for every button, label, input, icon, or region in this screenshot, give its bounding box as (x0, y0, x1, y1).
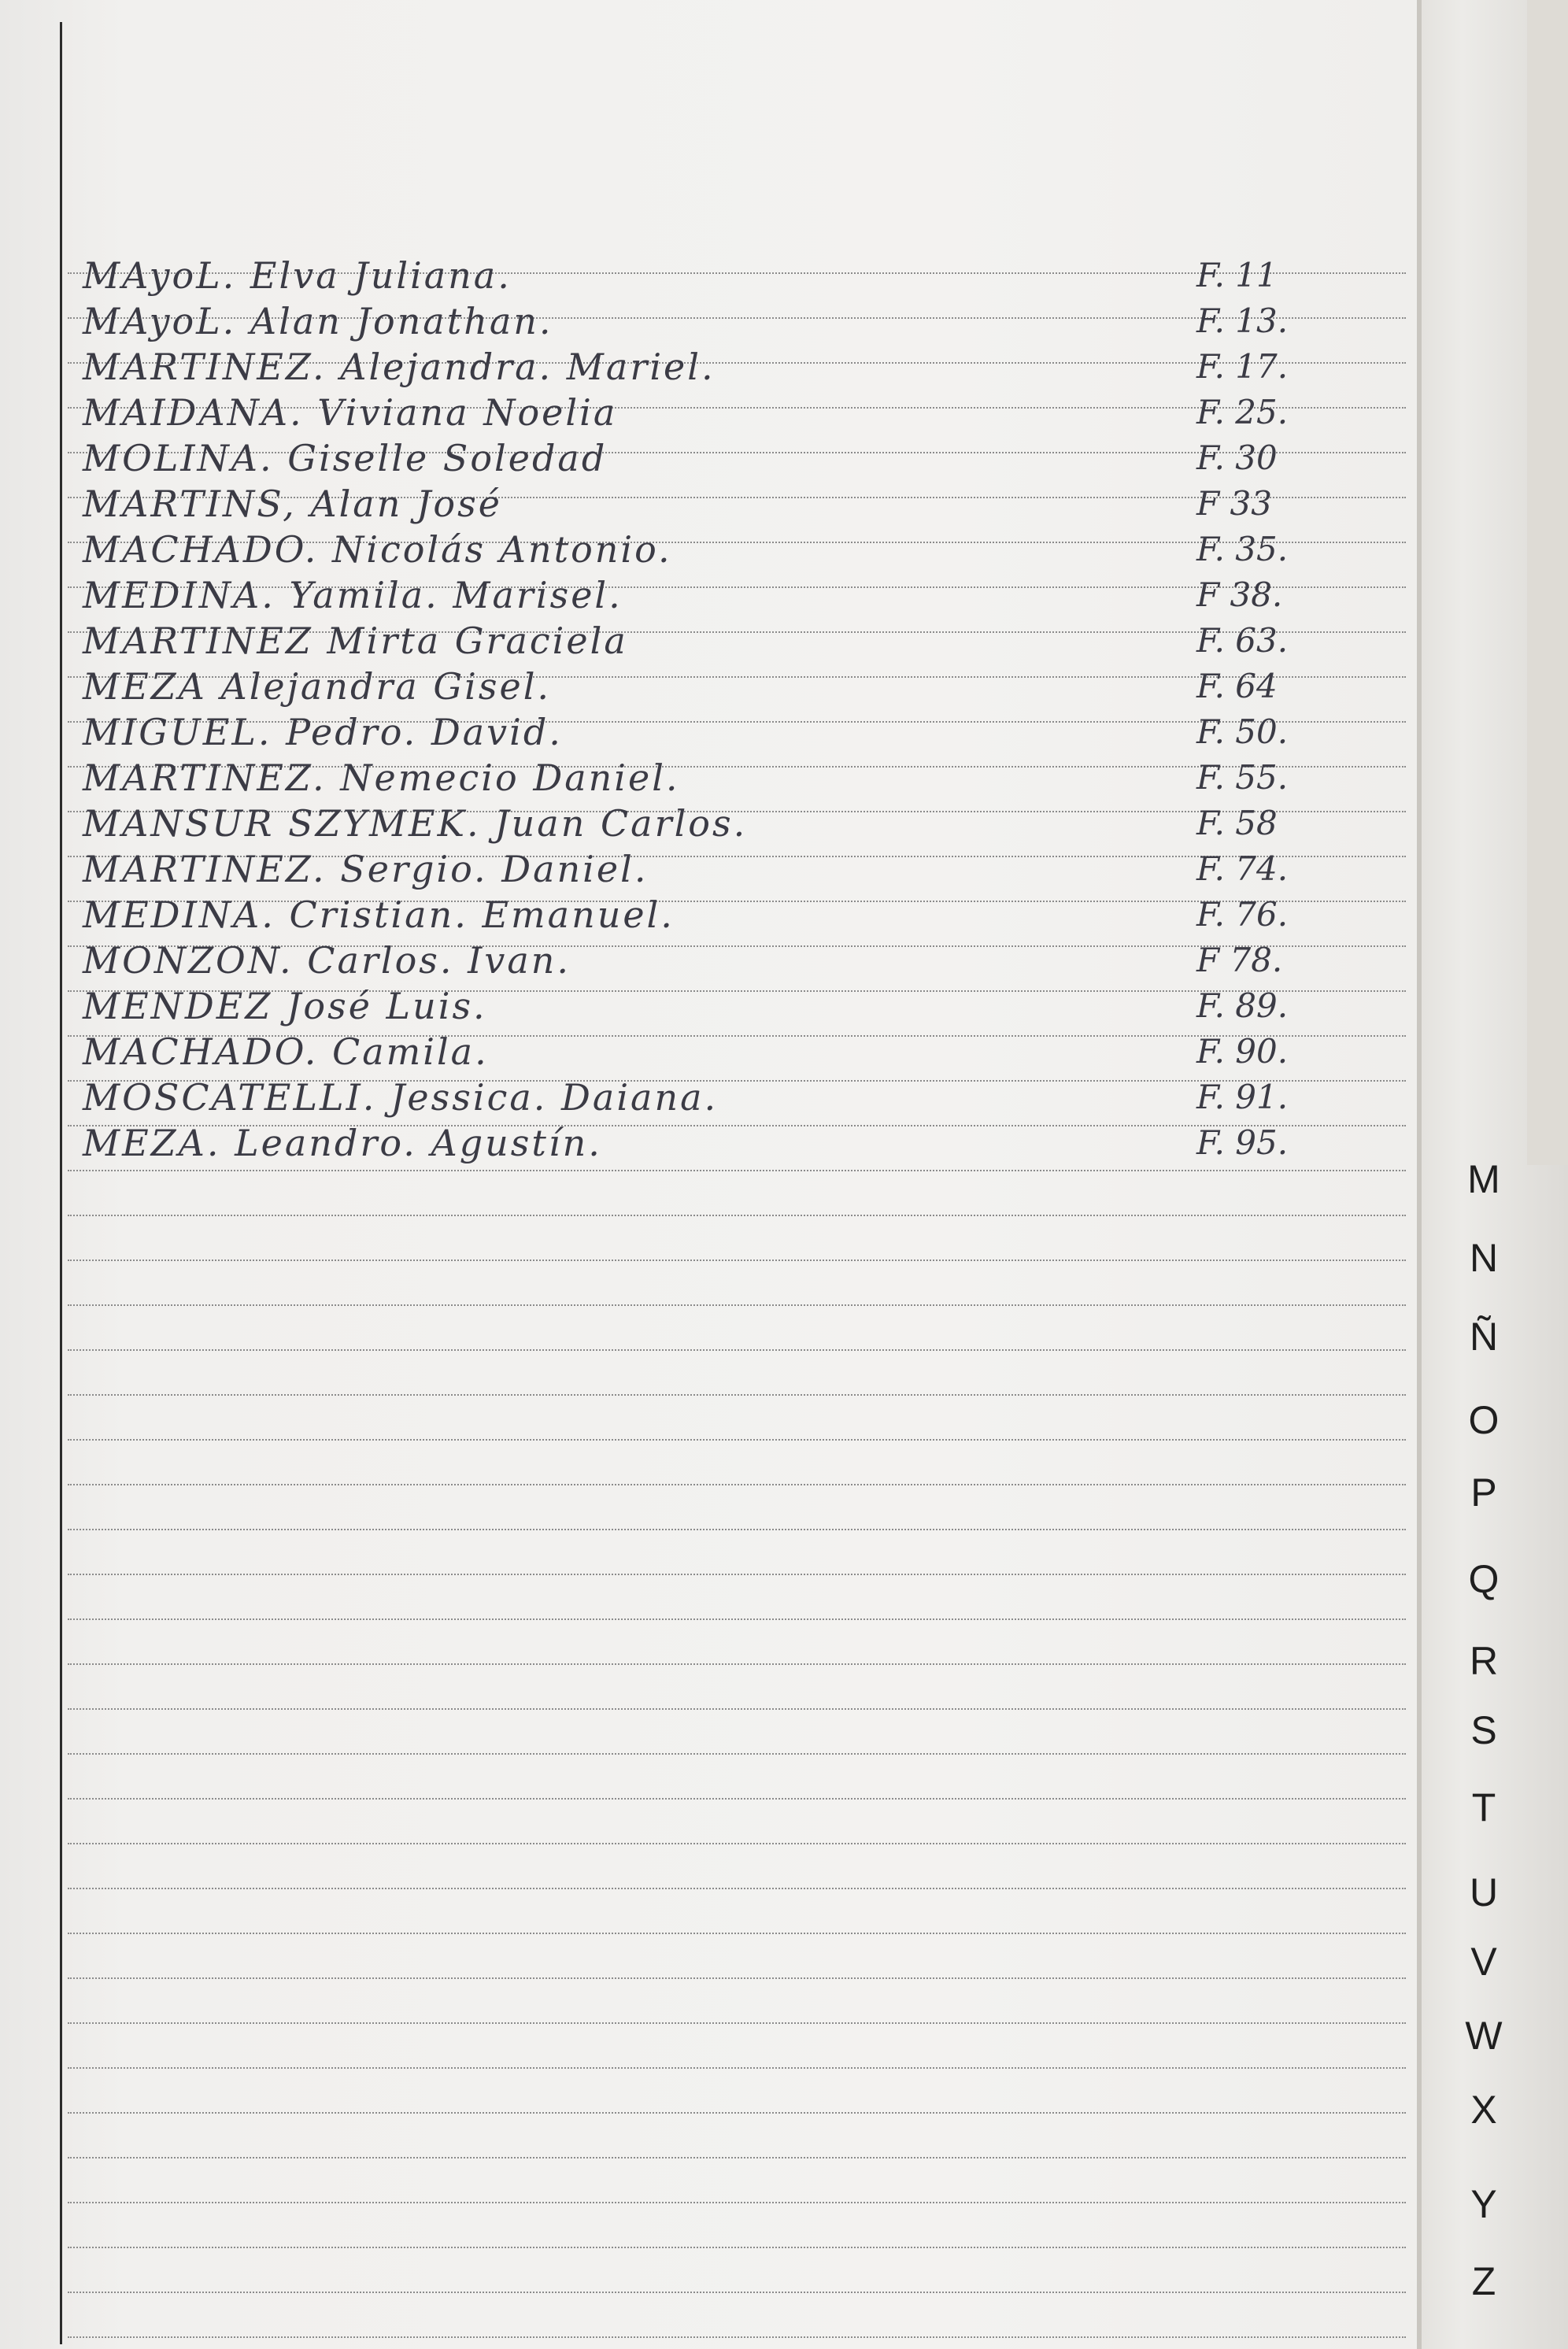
index-tab-upper-edge (1527, 0, 1568, 1165)
ruled-line (68, 2247, 1406, 2248)
entry-folio: F. 90. (1196, 1032, 1289, 1071)
index-tab-n[interactable]: N (1469, 1236, 1499, 1280)
ruled-line (68, 2157, 1406, 2158)
entry-folio: F. 50. (1196, 712, 1289, 751)
entry-name: MACHADO. Camila. (83, 1030, 489, 1073)
index-tab-q[interactable]: Q (1468, 1557, 1500, 1601)
ruled-line (68, 1529, 1406, 1530)
entry-name: MIGUEL. Pedro. David. (83, 711, 563, 753)
entry-folio: F. 55. (1196, 758, 1289, 797)
entry-folio: F 38. (1196, 575, 1283, 614)
entry-name: MEDINA. Yamila. Marisel. (83, 574, 623, 616)
entry-name: MEZA. Leandro. Agustín. (83, 1122, 602, 1164)
entry-folio: F. 76. (1196, 895, 1289, 934)
entry-name: MENDEZ José Luis. (83, 985, 487, 1027)
ruled-line (68, 1753, 1406, 1755)
entry-folio: F. 35. (1196, 530, 1289, 568)
ruled-line (68, 1439, 1406, 1441)
entry-name: MACHADO. Nicolás Antonio. (83, 528, 672, 571)
margin-line (60, 22, 62, 2344)
entry-name: MARTINEZ. Nemecio Daniel. (83, 756, 680, 799)
entry-folio: F. 74. (1196, 849, 1289, 888)
entry-folio: F. 58 (1196, 804, 1278, 842)
entry-name: MARTINEZ. Sergio. Daniel. (83, 848, 649, 890)
ruled-line (68, 1843, 1406, 1844)
index-tab-u[interactable]: U (1469, 1870, 1499, 1914)
entry-name: MONZON. Carlos. Ivan. (83, 939, 571, 982)
ruled-line (68, 1349, 1406, 1351)
ruled-line (68, 1574, 1406, 1575)
index-tab-x[interactable]: X (1470, 2088, 1497, 2132)
index-tab-w[interactable]: W (1465, 2014, 1503, 2058)
entry-name: MOLINA. Giselle Soledad (83, 437, 608, 479)
entry-folio: F. 89. (1196, 986, 1289, 1025)
ruled-line (68, 1933, 1406, 1934)
ruled-line (68, 1215, 1406, 1216)
index-tab-r[interactable]: R (1469, 1639, 1499, 1683)
entry-folio: F. 63. (1196, 621, 1289, 660)
ruled-line (68, 2067, 1406, 2069)
index-tab-edge (1417, 0, 1422, 2349)
entry-name: MAyoL. Elva Juliana. (83, 254, 512, 297)
index-tab-t[interactable]: T (1471, 1785, 1496, 1829)
ruled-line (68, 1618, 1406, 1620)
ruled-line (68, 2112, 1406, 2114)
ruled-line (68, 1260, 1406, 1261)
ruled-line (68, 1170, 1406, 1171)
ruled-line (68, 1888, 1406, 1889)
entry-name: MOSCATELLI. Jessica. Daiana. (83, 1076, 719, 1119)
index-tab-m[interactable]: M (1467, 1157, 1500, 1201)
ruled-line (68, 1798, 1406, 1800)
entry-folio: F. 13. (1196, 301, 1289, 340)
entry-name: MARTINEZ Mirta Graciela (83, 620, 628, 662)
entry-folio: F. 95. (1196, 1123, 1289, 1162)
entry-folio: F. 91. (1196, 1078, 1289, 1116)
index-tab-s[interactable]: S (1470, 1708, 1497, 1752)
entry-name: MEZA Alejandra Gisel. (83, 665, 552, 708)
entry-name: MEDINA. Cristian. Emanuel. (83, 893, 675, 936)
ruled-line (68, 1394, 1406, 1396)
index-tab-y[interactable]: Y (1470, 2182, 1497, 2226)
entry-name: MANSUR SZYMEK. Juan Carlos. (83, 802, 748, 845)
ruled-line (68, 2292, 1406, 2293)
ruled-line (68, 1304, 1406, 1306)
index-tab-p[interactable]: P (1470, 1470, 1497, 1515)
ruled-line (68, 2202, 1406, 2203)
entry-folio: F 33 (1196, 484, 1272, 523)
ruled-line (68, 2336, 1406, 2338)
entry-folio: F. 11 (1196, 256, 1278, 294)
entry-name: MARTINS, Alan José (83, 483, 502, 525)
ruled-line (68, 2022, 1406, 2024)
entry-folio: F. 25. (1196, 393, 1289, 431)
ruled-line (68, 1708, 1406, 1710)
ruled-line (68, 1484, 1406, 1485)
ruled-line (68, 1977, 1406, 1979)
entry-name: MARTINEZ. Alejandra. Mariel. (83, 346, 716, 388)
entry-name: MAIDANA. Viviana Noelia (83, 391, 618, 434)
entry-name: MAyoL. Alan Jonathan. (83, 300, 553, 342)
entry-folio: F. 64 (1196, 667, 1278, 705)
index-tab-z[interactable]: Z (1471, 2259, 1496, 2303)
index-tab-o[interactable]: O (1468, 1398, 1500, 1442)
entry-folio: F 78. (1196, 941, 1283, 979)
entry-folio: F. 17. (1196, 347, 1289, 386)
index-tab-v[interactable]: V (1470, 1940, 1497, 1984)
entry-folio: F. 30 (1196, 438, 1278, 477)
ruled-line (68, 1663, 1406, 1665)
index-tab-enye[interactable]: Ñ (1469, 1315, 1499, 1359)
